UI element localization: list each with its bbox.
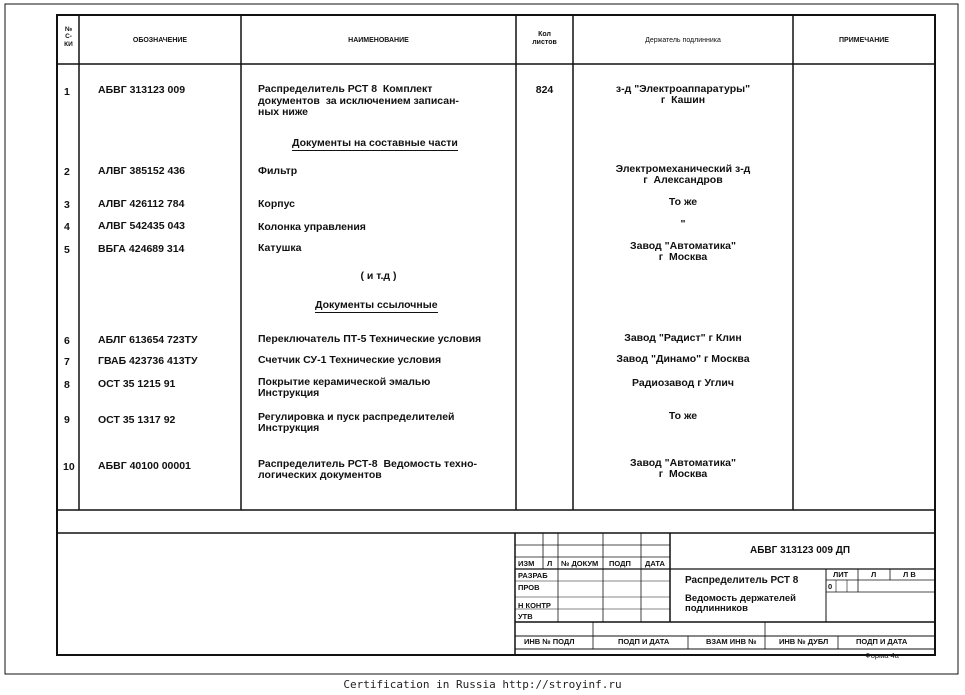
row-2-name: Фильтр [258,165,298,177]
stamp-title: Распределитель РСТ 8 [685,575,799,586]
row-4-holder: " [680,218,686,230]
row-3-code: АЛВГ 426112 784 [98,198,185,210]
row-8-num: 8 [64,379,70,391]
row-9-name: Регулировка и пуск распределителей Инструкция [258,411,455,435]
stamp-listov: Л В [903,570,916,579]
row-5-name: Катушка [258,242,302,254]
field-inv-dubl: ИНВ № ДУБЛ [779,637,829,646]
row-10-name: Распределитель РСТ-8 Ведомость техно- логических документов [258,458,477,482]
row-7-code: ГВАБ 423736 413ТУ [98,355,198,367]
stamp-subtitle: Ведомость держателей подлинников [685,593,796,614]
row-1-holder: з-д "Электроаппаратуры" г Кашин [615,83,751,107]
row-5-code: ВБГА 424689 314 [98,243,185,255]
row-8-code: ОСТ 35 1215 91 [98,378,176,390]
row-6-name: Переключатель ПТ-5 Технические условия [258,333,482,345]
stamp-nkontr: Н КОНТР [518,601,551,610]
site-caption: Certification in Russia http://stroyinf.ru [343,678,622,691]
stamp-ndokum: № ДОКУМ [561,559,599,568]
header-note: ПРИМЕЧАНИЕ [839,37,889,44]
row-7-num: 7 [64,356,70,368]
stamp-lit: ЛИТ [833,570,849,579]
row-2-code: АЛВГ 385152 436 [98,165,186,177]
row-6-num: 6 [64,335,70,347]
field-podp-data-2: ПОДП И ДАТА [856,637,908,646]
row-9-num: 9 [64,414,70,426]
row-1-name: Распределитель РСТ 8 Комплект документов за исключением записан- ных ниже [258,83,459,119]
row-5-num: 5 [64,244,70,256]
stamp-l: Л [547,559,553,568]
row-1-code: АБВГ 313123 009 [98,84,186,96]
row-10-holder: Завод "Автоматика" г Москва [630,457,736,481]
row-3-name: Корпус [258,198,295,210]
stamp-lit-value: 0 [828,582,833,591]
section-etc: ( и т.д ) [360,270,397,282]
row-4-code: АЛВГ 542435 043 [98,220,186,232]
stamp-razrab: РАЗРАБ [518,571,548,580]
field-podp-data-1: ПОДП И ДАТА [618,637,670,646]
row-3-holder: То же [668,196,698,208]
header-holder: Держатель подлинника [645,37,721,44]
section-parts: Документы на составные части [292,137,458,151]
row-7-holder: Завод "Динамо" г Москва [616,353,750,365]
stamp-code: АБВГ 313123 009 ДП [750,545,850,556]
header-designation: ОБОЗНАЧЕНИЕ [132,37,188,44]
row-2-holder: Электромеханический з-д г Александров [615,163,751,187]
row-6-holder: Завод "Радист" г Клин [624,332,742,344]
row-2-num: 2 [64,166,70,178]
stamp-utv: УТВ [518,612,533,621]
header-num: № С- КИ [64,26,73,48]
row-1-sheets: 824 [535,84,554,96]
row-1-num: 1 [64,86,70,98]
row-8-holder: Радиозавод г Углич [632,377,734,389]
row-8-name: Покрытие керамической эмалью Инструкция [258,376,431,400]
row-9-code: ОСТ 35 1317 92 [98,414,176,426]
field-vzam-inv: ВЗАМ ИНВ № [706,637,757,646]
header-sheets: Кол листов [532,31,557,47]
row-4-num: 4 [64,221,70,233]
stamp-list: Л [871,570,877,579]
field-inv-podl: ИНВ № ПОДЛ [524,637,575,646]
stamp-izm: ИЗМ [518,559,535,568]
header-name: НАИМЕНОВАНИЕ [348,37,409,44]
stamp-podp: ПОДП [609,559,631,568]
row-5-holder: Завод "Автоматика" г Москва [630,240,736,264]
row-3-num: 3 [64,199,70,211]
section-refs: Документы ссылочные [315,299,438,313]
row-10-num: 10 [63,461,75,473]
row-9-holder: То же [668,410,698,422]
row-10-code: АБВГ 40100 00001 [98,460,191,472]
row-7-name: Счетчик СУ-1 Технические условия [258,354,442,366]
stamp-prov: ПРОВ [518,583,540,592]
stamp-data: ДАТА [645,559,665,568]
field-forma: Форма 4а [865,651,899,660]
row-6-code: АБЛГ 613654 723ТУ [98,334,198,346]
row-4-name: Колонка управления [258,221,366,233]
